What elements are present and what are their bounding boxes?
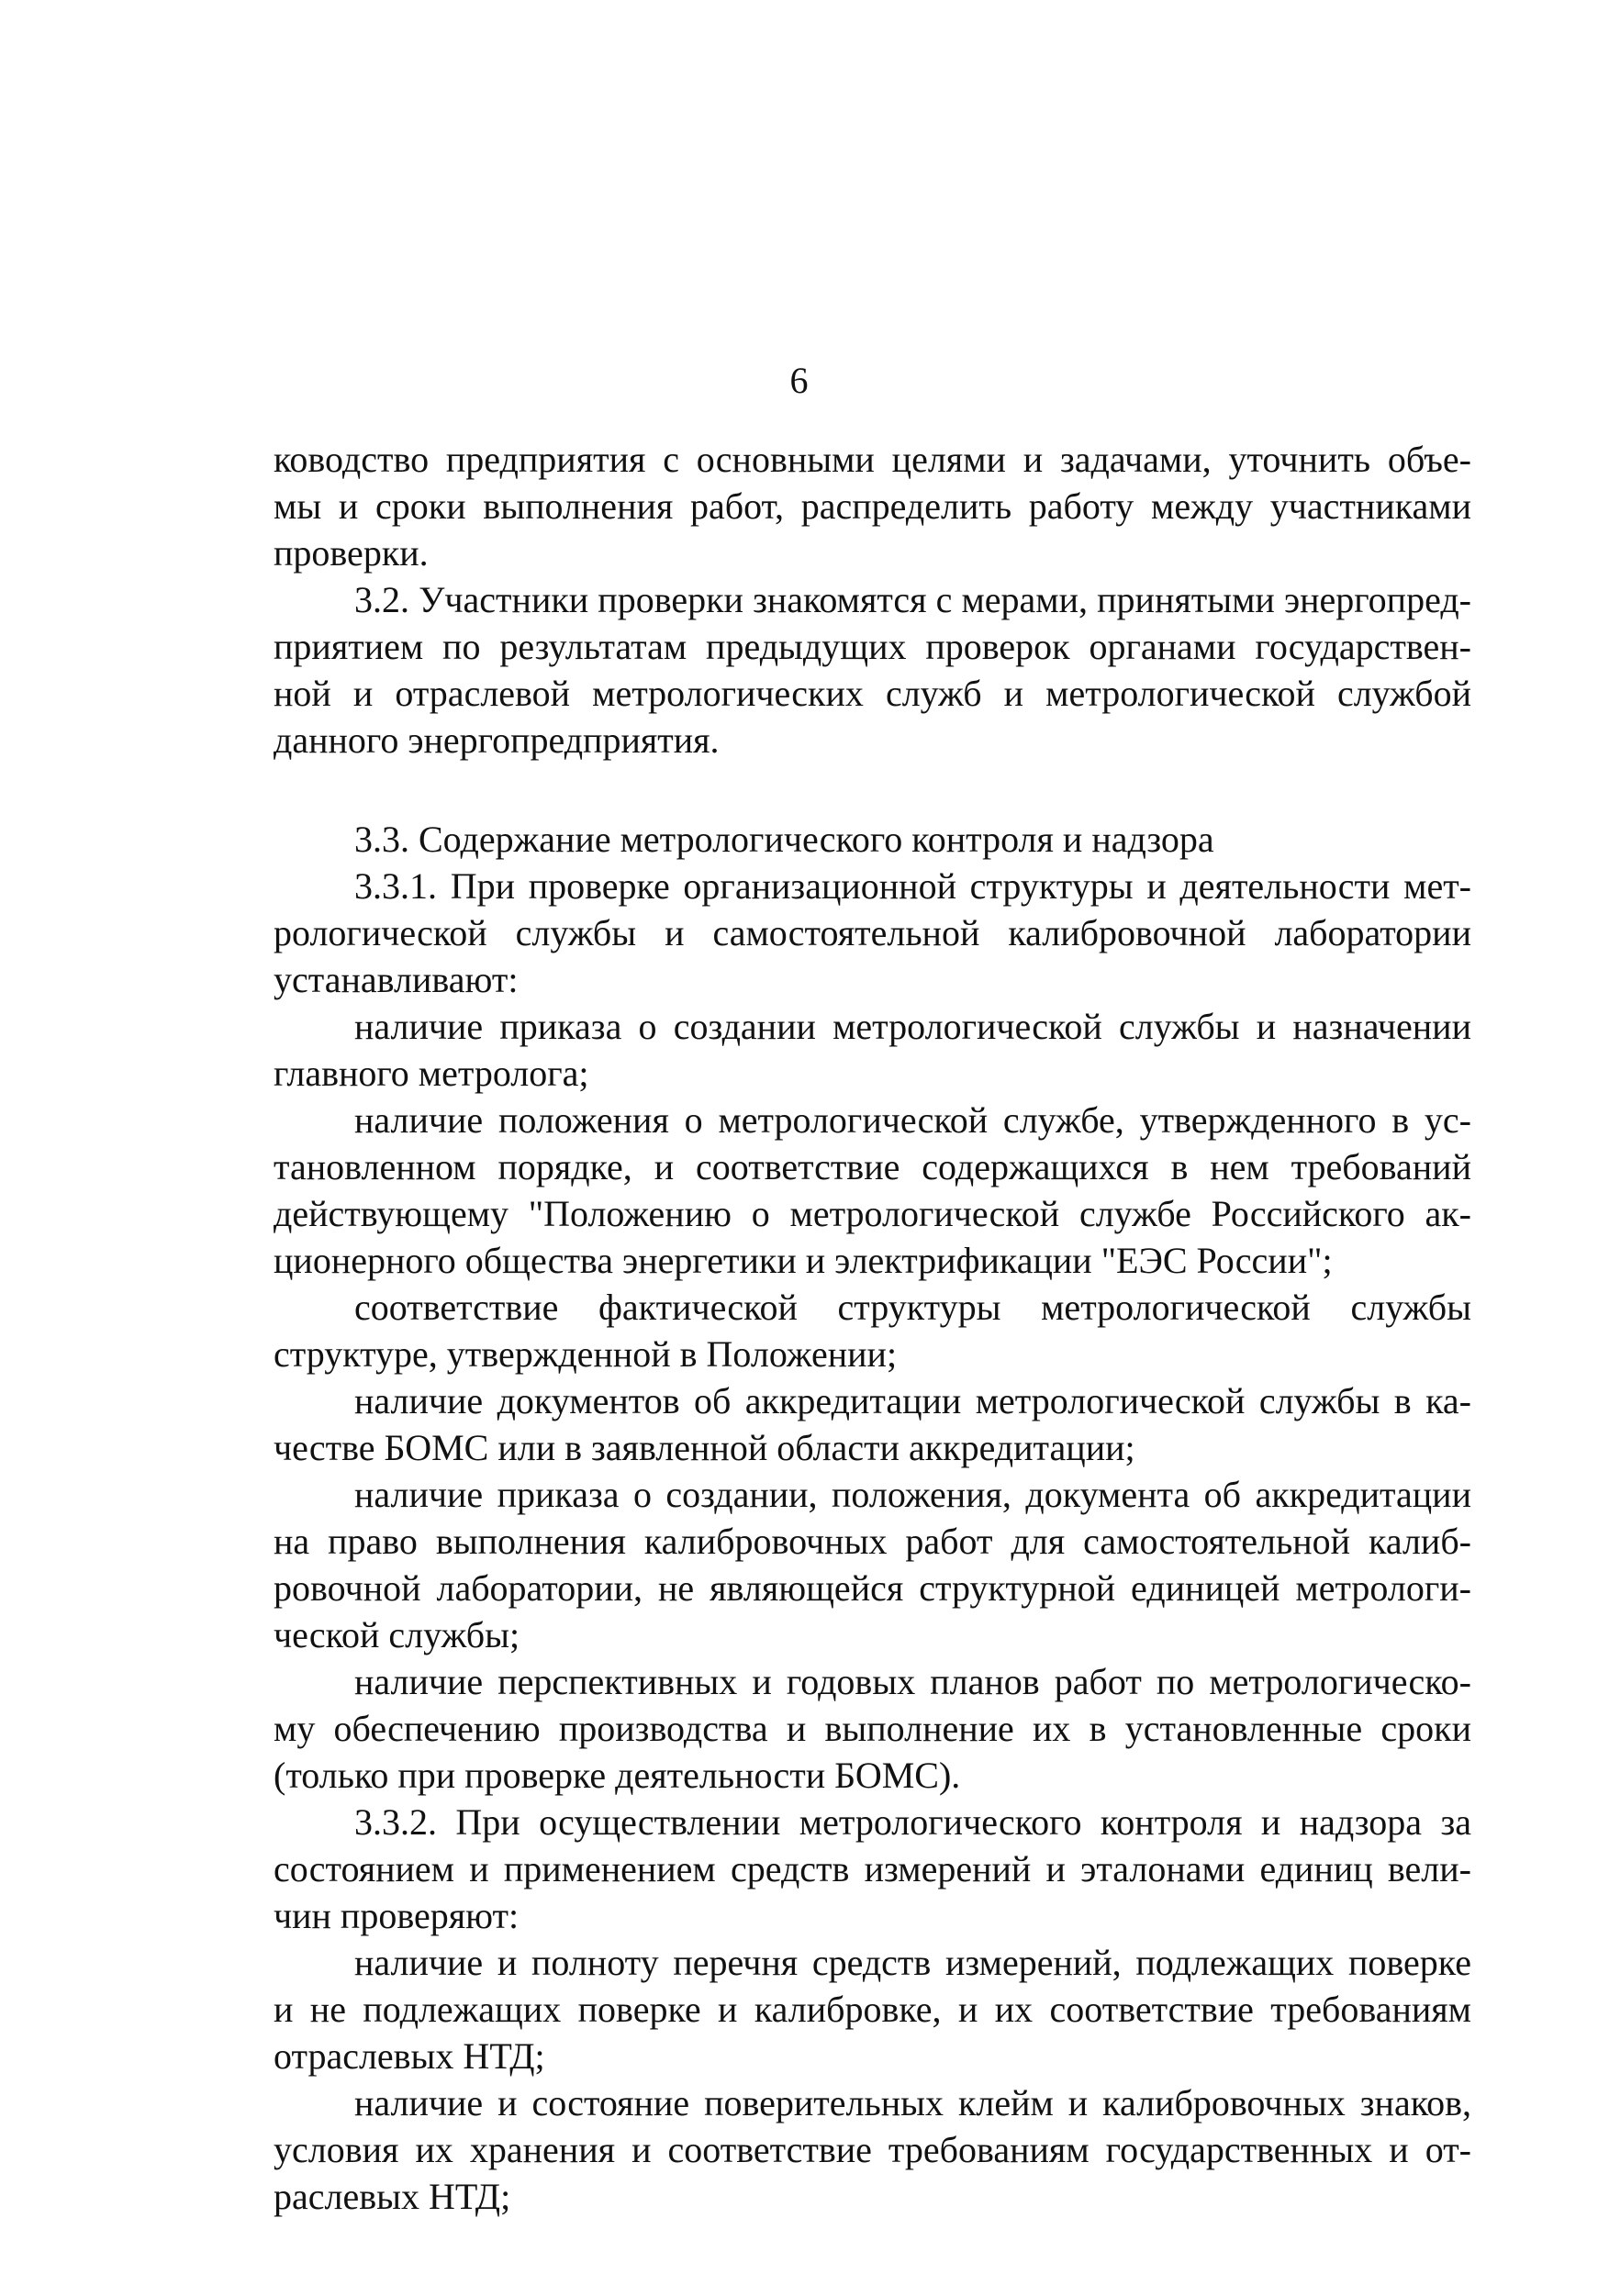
body-text: [274, 436, 1471, 2220]
text-line: мы и сроки выполнения работ, распределить работу между участниками: [274, 485, 1471, 527]
text-line: честве БОМС или в заявленной области аккредитации;: [274, 1427, 1135, 1468]
text-line: ровочной лаборатории, не являющейся структурной единицей метрологи-: [274, 1567, 1471, 1609]
text-line: чин проверяют:: [274, 1895, 520, 1936]
text-line: проверки.: [274, 532, 429, 574]
text-line: наличие приказа о создании метрологической службы и назначении: [354, 1006, 1471, 1047]
text-line: действующему "Положению о метрологической службе Российского ак-: [274, 1193, 1471, 1234]
page-number: 6: [789, 360, 809, 401]
section-heading: 3.3. Содержание метрологического контроля и надзора: [354, 819, 1214, 860]
text-line: ной и отраслевой метрологических служб и метрологической службой: [274, 673, 1471, 714]
text-line: наличие положения о метрологической службе, утвержденного в ус-: [354, 1099, 1471, 1141]
text-line: 3.3.2. При осуществлении метрологического контроля и надзора за: [354, 1801, 1471, 1843]
paragraph-gap: [274, 763, 1471, 816]
text-line: (только при проверке деятельности БОМС).: [274, 1755, 961, 1796]
text-line: ководство предприятия с основными целями и задачами, уточнить объе-: [274, 439, 1471, 480]
text-line: наличие документов об аккредитации метрологической службы в ка-: [354, 1380, 1471, 1421]
text-line: главного метролога;: [274, 1053, 589, 1094]
text-line: и не подлежащих поверке и калибровке, и их соответствие требованиям: [274, 1989, 1471, 2030]
text-line: тановленном порядке, и соответствие содержащихся в нем требований: [274, 1146, 1471, 1187]
text-line: му обеспечению производства и выполнение их в установленные сроки: [274, 1708, 1471, 1749]
text-line: 3.2. Участники проверки знакомятся с мерами, принятыми энергопред-: [354, 579, 1471, 620]
text-line: ционерного общества энергетики и электрификации "ЕЭС России";: [274, 1240, 1333, 1281]
text-line: наличие перспективных и годовых планов работ по метрологическо-: [354, 1661, 1471, 1702]
text-line: структуре, утвержденной в Положении;: [274, 1333, 898, 1375]
text-line: ческой службы;: [274, 1614, 520, 1655]
text-line: данного энергопредприятия.: [274, 719, 720, 761]
text-line: раслевых НТД;: [274, 2176, 511, 2217]
text-line: наличие и состояние поверительных клейм и калибровочных знаков,: [354, 2082, 1471, 2123]
text-line: состоянием и применением средств измерений и эталонами единиц вели-: [274, 1848, 1471, 1889]
text-line: устанавливают:: [274, 959, 519, 1000]
text-line: отраслевых НТД;: [274, 2035, 545, 2077]
text-line: 3.3.1. При проверке организационной структуры и деятельности мет-: [354, 865, 1471, 907]
text-line: условия их хранения и соответствие требованиям государственных и от-: [274, 2129, 1471, 2170]
text-line: рологической службы и самостоятельной калибровочной лаборатории: [274, 912, 1471, 953]
text-line: наличие и полноту перечня средств измерений, подлежащих поверке: [354, 1942, 1471, 1983]
text-line: соответствие фактической структуры метрологической службы: [354, 1287, 1471, 1328]
text-line: наличие приказа о создании, положения, документа об аккредитации: [354, 1474, 1471, 1515]
text-line: на право выполнения калибровочных работ для самостоятельной калиб-: [274, 1521, 1471, 1562]
text-line: приятием по результатам предыдущих проверок органами государствен-: [274, 626, 1471, 667]
